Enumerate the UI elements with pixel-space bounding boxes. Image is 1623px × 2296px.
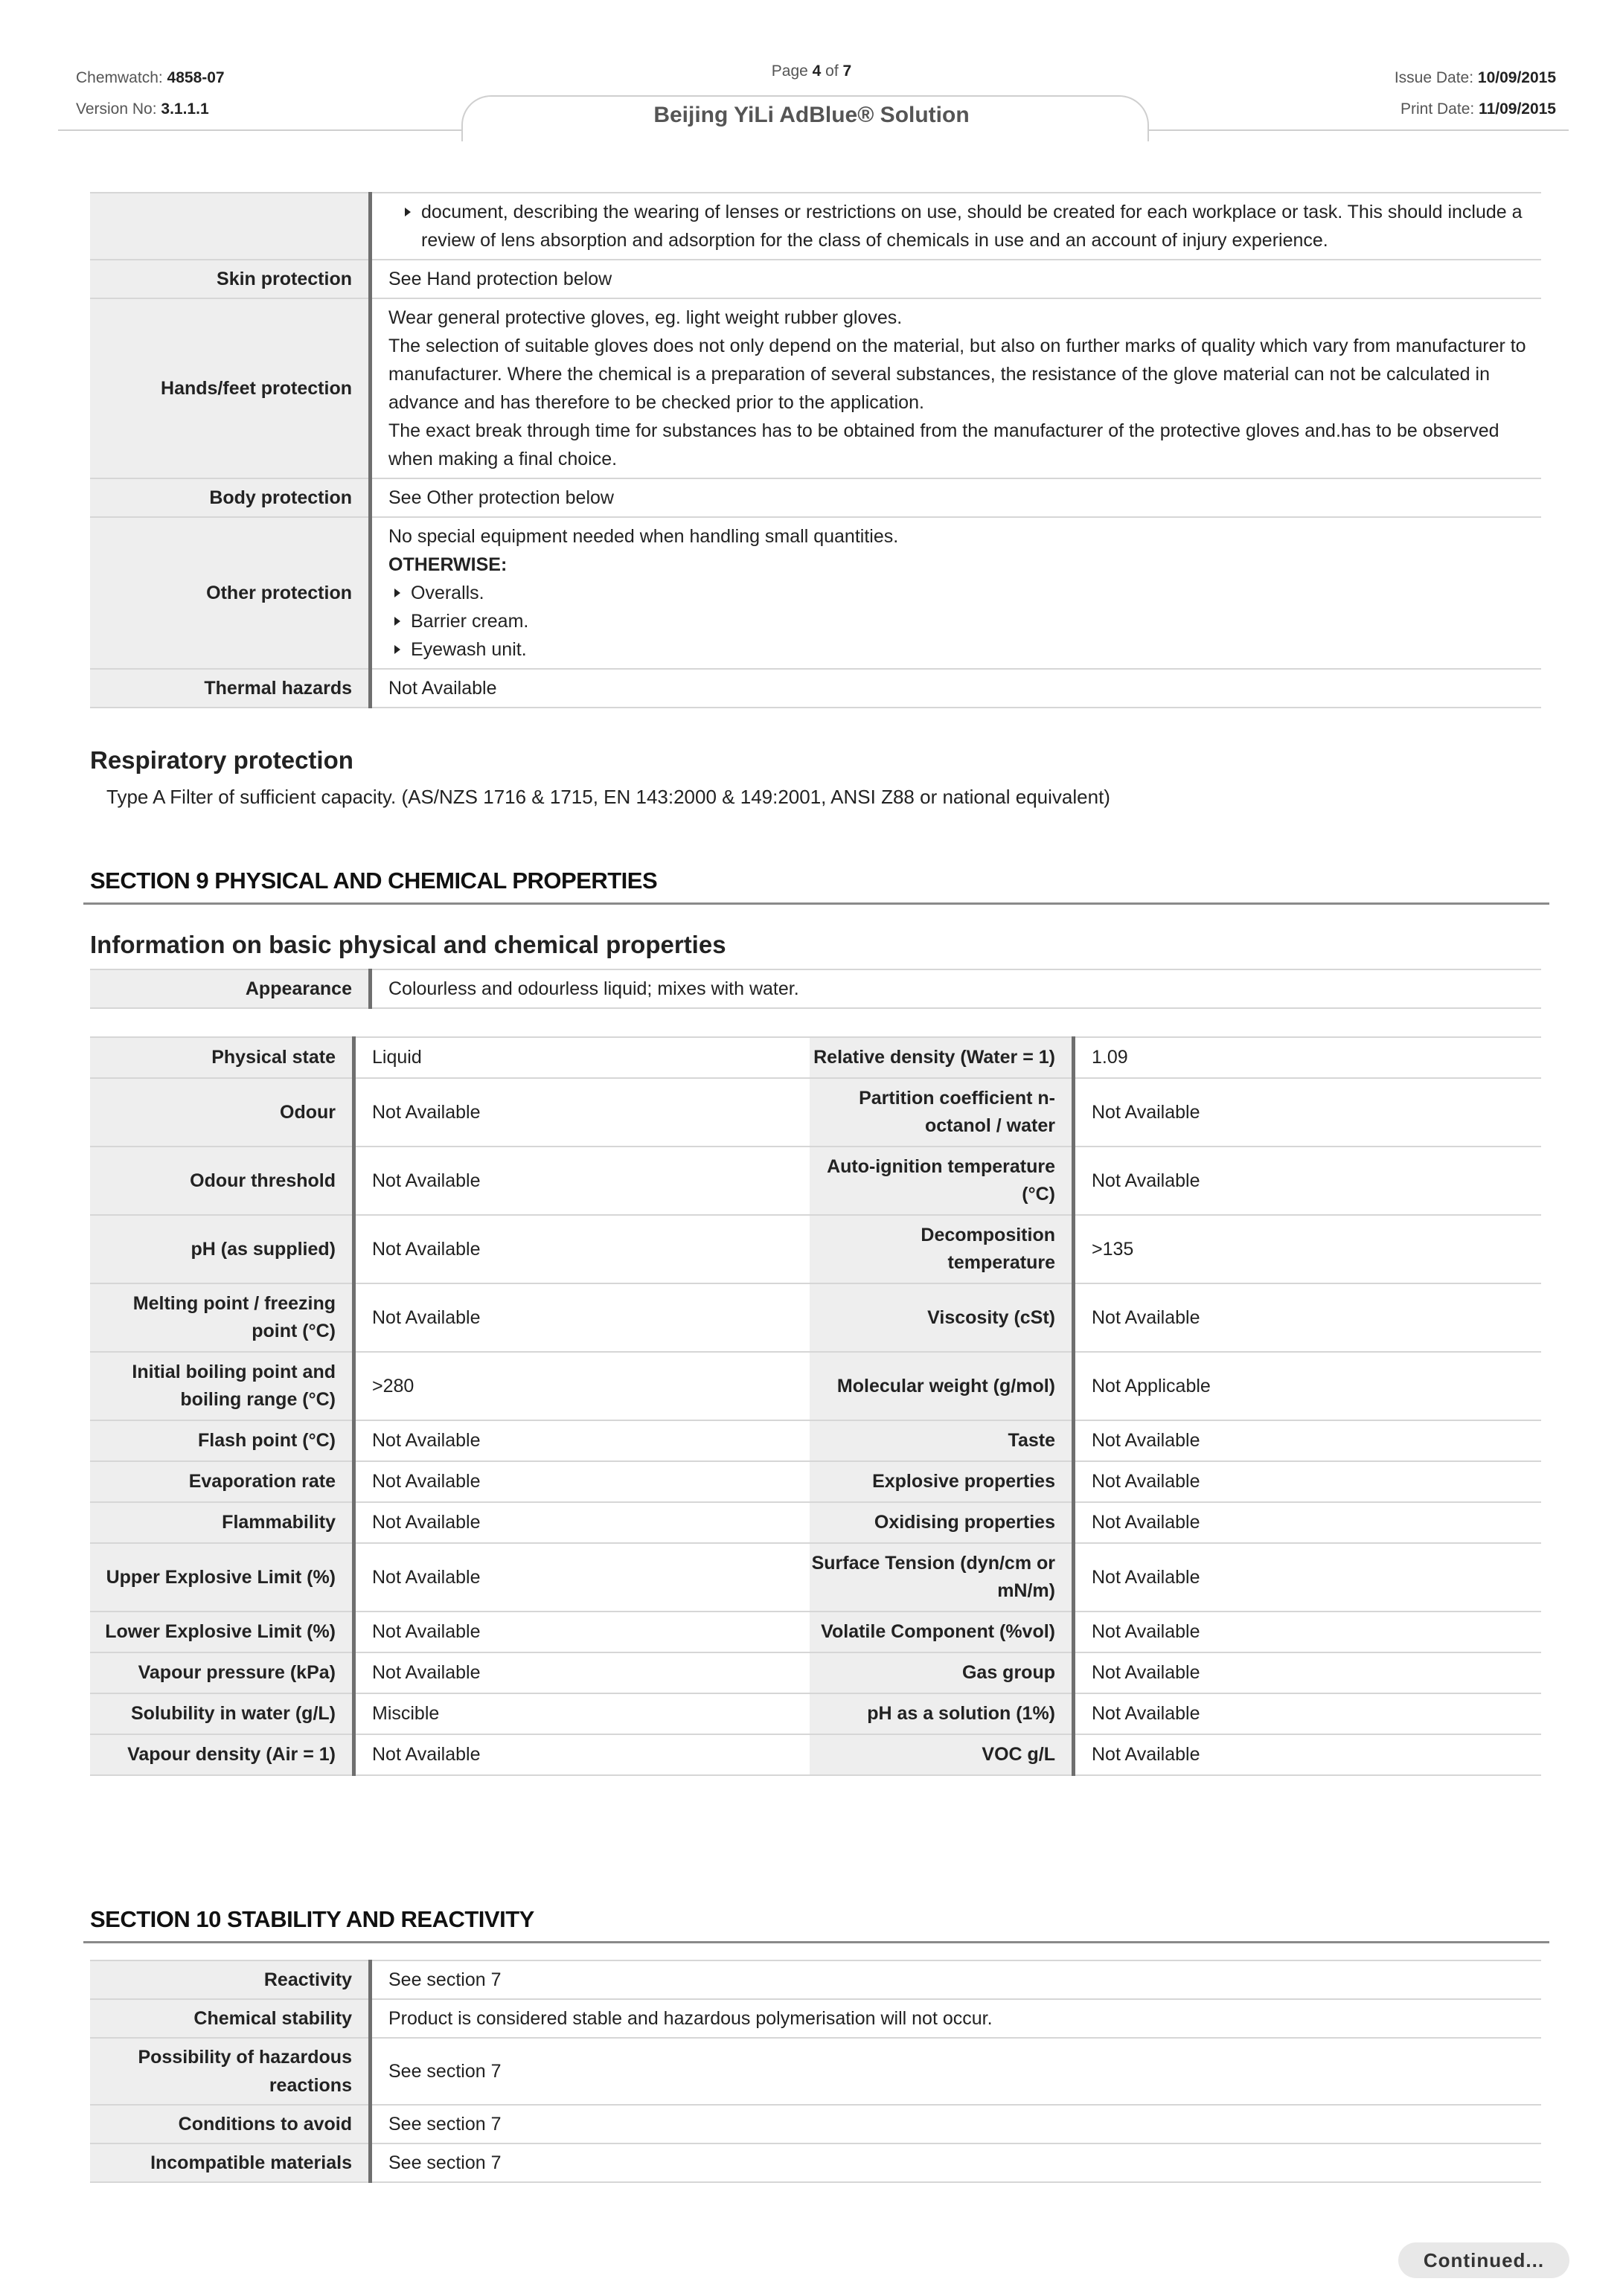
property-value: Not Available xyxy=(354,1420,810,1461)
appearance-table xyxy=(90,969,1541,1009)
continued-badge: Continued... xyxy=(1398,2242,1569,2278)
property-value: Not Available xyxy=(354,1734,810,1775)
property-value: Liquid xyxy=(354,1037,810,1078)
chemwatch-label: Chemwatch: xyxy=(76,69,167,86)
respiratory-protection-heading: Respiratory protection xyxy=(90,746,353,774)
property-value: Not Available xyxy=(354,1612,810,1652)
property-label: Decomposition temperature xyxy=(810,1215,1074,1283)
property-label: Surface Tension (dyn/cm or mN/m) xyxy=(810,1543,1074,1612)
version-label: Version No: xyxy=(76,100,161,118)
stability-label: Reactivity xyxy=(90,1960,371,1999)
properties-table xyxy=(90,1036,1541,1776)
property-label: Auto-ignition temperature (°C) xyxy=(810,1147,1074,1215)
hands-line: The exact break through time for substances has to be obtained from the manufacturer of the protective gloves and.has to be observed when making a final choice. xyxy=(388,420,1499,469)
table-row xyxy=(90,298,1541,478)
stability-label: Possibility of hazardous reactions xyxy=(90,2038,371,2105)
table-row xyxy=(90,2105,1541,2143)
property-value: Not Available xyxy=(354,1078,810,1147)
property-value: >280 xyxy=(354,1352,810,1420)
table-row xyxy=(90,1147,1541,1215)
property-label: VOC g/L xyxy=(810,1734,1074,1775)
property-value: Not Available xyxy=(354,1543,810,1612)
property-label: Odour threshold xyxy=(90,1147,354,1215)
appearance-value: Colourless and odourless liquid; mixes with water. xyxy=(371,969,1542,1008)
section-9-subheading: Information on basic physical and chemical properties xyxy=(90,931,726,958)
property-value: Not Available xyxy=(354,1652,810,1693)
page-current: 4 xyxy=(812,62,822,80)
property-value: Not Available xyxy=(1074,1461,1542,1502)
print-date-value: 11/09/2015 xyxy=(1479,100,1556,118)
stability-table-body xyxy=(90,1960,1541,2182)
property-value: Not Available xyxy=(1074,1420,1542,1461)
body-protection-value: See Other protection below xyxy=(371,478,1542,517)
protection-table xyxy=(90,192,1541,708)
hands-feet-protection-label: Hands/feet protection xyxy=(90,298,371,478)
list-item xyxy=(388,198,1534,254)
property-label: Explosive properties xyxy=(810,1461,1074,1502)
list-item xyxy=(388,635,1534,664)
property-label: Partition coefficient n-octanol / water xyxy=(810,1078,1074,1147)
property-value: Not Available xyxy=(1074,1652,1542,1693)
table-row xyxy=(90,1283,1541,1352)
table-row xyxy=(90,1612,1541,1652)
property-label: Solubility in water (g/L) xyxy=(90,1693,354,1734)
thermal-hazards-value: Not Available xyxy=(371,669,1542,708)
table-row xyxy=(90,478,1541,517)
property-value: Not Available xyxy=(1074,1147,1542,1215)
eye-protection-label xyxy=(90,193,371,260)
issue-date-value: 10/09/2015 xyxy=(1477,69,1556,86)
property-label: Initial boiling point and boiling range (°C) xyxy=(90,1352,354,1420)
table-row xyxy=(90,1037,1541,1078)
property-value: Not Available xyxy=(1074,1734,1542,1775)
stability-value: See section 7 xyxy=(371,1960,1542,1999)
property-label: Volatile Component (%vol) xyxy=(810,1612,1074,1652)
issue-date xyxy=(1395,62,1556,94)
property-label: Upper Explosive Limit (%) xyxy=(90,1543,354,1612)
table-row xyxy=(90,517,1541,669)
bullet-triangle-icon xyxy=(394,589,400,597)
version-value: 3.1.1.1 xyxy=(161,100,209,118)
stability-table xyxy=(90,1960,1541,2183)
property-label: Viscosity (cSt) xyxy=(810,1283,1074,1352)
property-value: Not Available xyxy=(354,1502,810,1543)
property-label: pH as a solution (1%) xyxy=(810,1693,1074,1734)
property-value: Not Available xyxy=(354,1283,810,1352)
section-10-title: SECTION 10 STABILITY AND REACTIVITY xyxy=(90,1906,534,1932)
table-row xyxy=(90,1960,1541,1999)
stability-value: See section 7 xyxy=(371,2038,1542,2105)
table-row xyxy=(90,1693,1541,1734)
property-value: Not Available xyxy=(354,1461,810,1502)
respiratory-protection-text: Type A Filter of sufficient capacity. (AS/NZS 1716 & 1715, EN 143:2000 & 149:2001, ANSI Z88 or national equivalent) xyxy=(106,786,1110,808)
hands-line: Wear general protective gloves, eg. light weight rubber gloves. xyxy=(388,307,903,328)
list-item-text: Overalls. xyxy=(411,583,484,603)
section-9-title: SECTION 9 PHYSICAL AND CHEMICAL PROPERTIES xyxy=(90,868,658,894)
stability-label: Conditions to avoid xyxy=(90,2105,371,2143)
property-label: Oxidising properties xyxy=(810,1502,1074,1543)
stability-value: See section 7 xyxy=(371,2105,1542,2143)
otherwise-label: OTHERWISE: xyxy=(388,554,508,575)
table-row xyxy=(90,1352,1541,1420)
properties-table-body xyxy=(90,1037,1541,1775)
table-row xyxy=(90,1502,1541,1543)
property-label: pH (as supplied) xyxy=(90,1215,354,1283)
bullet-triangle-icon xyxy=(405,208,411,217)
print-date-label: Print Date: xyxy=(1400,100,1479,118)
table-row xyxy=(90,1652,1541,1693)
bullet-triangle-icon xyxy=(394,645,400,654)
table-row xyxy=(90,1734,1541,1775)
property-value: Not Available xyxy=(1074,1502,1542,1543)
table-row xyxy=(90,1543,1541,1612)
property-value: Not Available xyxy=(1074,1283,1542,1352)
document-title: Beijing YiLi AdBlue® Solution xyxy=(653,103,970,127)
property-value: 1.09 xyxy=(1074,1037,1542,1078)
body-protection-label: Body protection xyxy=(90,478,371,517)
table-row xyxy=(90,1078,1541,1147)
property-value: Not Available xyxy=(1074,1078,1542,1147)
thermal-hazards-label: Thermal hazards xyxy=(90,669,371,708)
property-label: Lower Explosive Limit (%) xyxy=(90,1612,354,1652)
stability-label: Incompatible materials xyxy=(90,2143,371,2182)
property-label: Gas group xyxy=(810,1652,1074,1693)
table-row xyxy=(90,969,1541,1008)
property-label: Flash point (°C) xyxy=(90,1420,354,1461)
property-label: Relative density (Water = 1) xyxy=(810,1037,1074,1078)
property-value: Miscible xyxy=(354,1693,810,1734)
hands-line: The selection of suitable gloves does not only depend on the material, but also on further marks of quality which vary from manufacturer to manufacturer. Where the chemical is a preparation of several substances, the resistance of the glove material can not be calculated in advance and has therefore to be checked prior to the application. xyxy=(388,336,1526,413)
section-10-divider xyxy=(83,1941,1549,1943)
property-label: Vapour pressure (kPa) xyxy=(90,1652,354,1693)
table-row xyxy=(90,669,1541,708)
table-row xyxy=(90,2143,1541,2182)
other-protection-value xyxy=(371,517,1542,669)
list-item-text: Eyewash unit. xyxy=(411,639,527,660)
skin-protection-label: Skin protection xyxy=(90,260,371,298)
issue-date-label: Issue Date: xyxy=(1394,69,1478,86)
table-row xyxy=(90,2038,1541,2105)
property-value: Not Available xyxy=(1074,1543,1542,1612)
skin-protection-value: See Hand protection below xyxy=(371,260,1542,298)
eye-protection-value xyxy=(371,193,1542,260)
property-value: Not Available xyxy=(1074,1612,1542,1652)
other-protection-text: No special equipment needed when handling small quantities. xyxy=(388,526,899,547)
property-value: Not Applicable xyxy=(1074,1352,1542,1420)
property-value: Not Available xyxy=(354,1147,810,1215)
page-number xyxy=(0,62,1623,80)
table-row xyxy=(90,1215,1541,1283)
list-item xyxy=(388,607,1534,635)
stability-value: See section 7 xyxy=(371,2143,1542,2182)
property-value: >135 xyxy=(1074,1215,1542,1283)
appearance-label: Appearance xyxy=(90,969,371,1008)
section-9-divider xyxy=(83,902,1549,905)
property-label: Flammability xyxy=(90,1502,354,1543)
page-label: Page xyxy=(771,62,813,80)
bullet-triangle-icon xyxy=(394,617,400,626)
stability-label: Chemical stability xyxy=(90,1999,371,2038)
eye-protection-text: document, describing the wearing of lenses or restrictions on use, should be created for each workplace or task. This should include a review of lens absorption and adsorption for the class of chemicals in use and an account of injury experience. xyxy=(421,202,1523,251)
list-item xyxy=(388,579,1534,607)
table-row xyxy=(90,1999,1541,2038)
table-row xyxy=(90,193,1541,260)
property-value: Not Available xyxy=(1074,1693,1542,1734)
property-label: Taste xyxy=(810,1420,1074,1461)
list-item-text: Barrier cream. xyxy=(411,611,529,632)
property-label: Evaporation rate xyxy=(90,1461,354,1502)
property-label: Physical state xyxy=(90,1037,354,1078)
hands-feet-protection-value xyxy=(371,298,1542,478)
page-total: 7 xyxy=(842,62,852,80)
property-label: Melting point / freezing point (°C) xyxy=(90,1283,354,1352)
chemwatch-value: 4858-07 xyxy=(167,69,225,86)
property-value: Not Available xyxy=(354,1215,810,1283)
table-row xyxy=(90,260,1541,298)
other-protection-label: Other protection xyxy=(90,517,371,669)
page-of-label: of xyxy=(821,62,843,80)
property-label: Vapour density (Air = 1) xyxy=(90,1734,354,1775)
table-row xyxy=(90,1420,1541,1461)
property-label: Odour xyxy=(90,1078,354,1147)
stability-value: Product is considered stable and hazardous polymerisation will not occur. xyxy=(371,1999,1542,2038)
property-label: Molecular weight (g/mol) xyxy=(810,1352,1074,1420)
table-row xyxy=(90,1461,1541,1502)
